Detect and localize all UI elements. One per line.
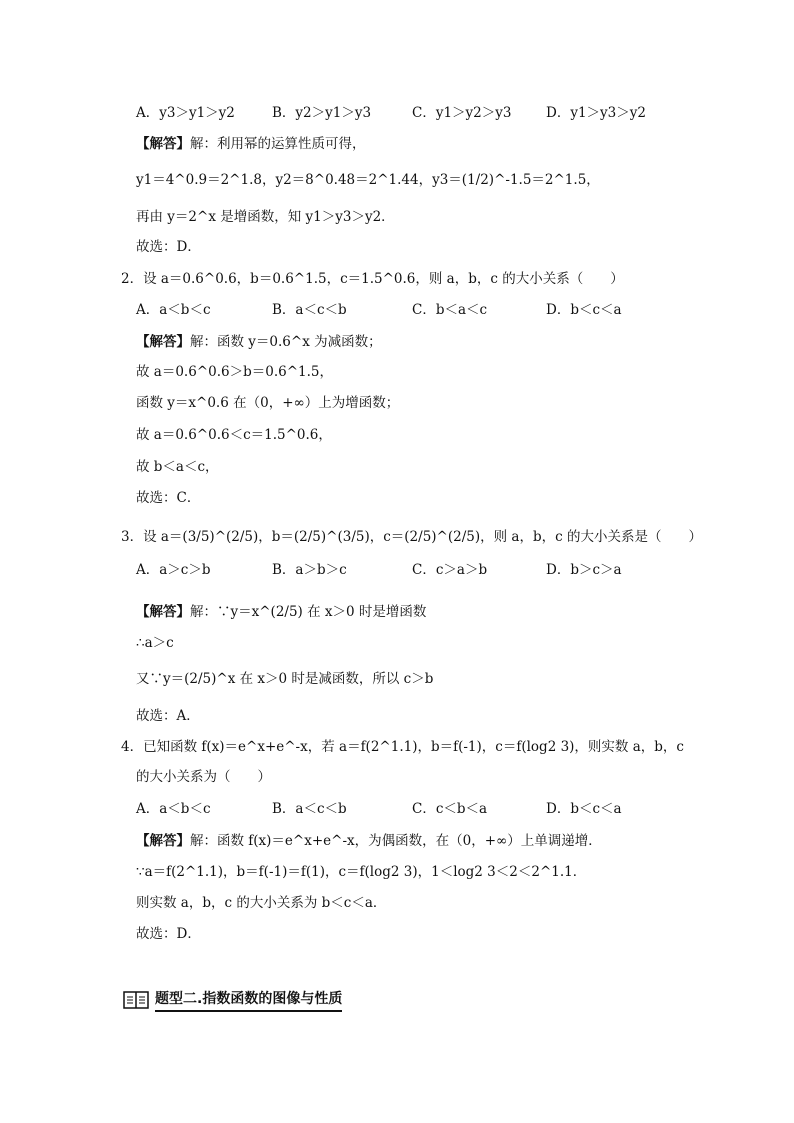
q3-stem: 3．设 a＝(3/5)^(2/5)，b＝(2/5)^(3/5)，c＝(2/5)^(2/5)，则 a，b，c 的大小关系是（ ） bbox=[121, 529, 702, 545]
q2-answer-line-3: 函数 y＝x^0.6 在（0，+∞）上为增函数； bbox=[136, 395, 400, 411]
q1-answer-line-3: 再由 y＝2^x 是增函数，知 y1＞y3＞y2． bbox=[136, 209, 395, 225]
q2-answer-line-1 bbox=[136, 332, 382, 352]
q3-answer-line-3: 又∵y＝(2/5)^x 在 x＞0 时是减函数，所以 c＞b bbox=[136, 671, 434, 687]
section-title: 题型二.指数函数的图像与性质 bbox=[155, 988, 342, 1012]
q2-option-d: D．b＜c＜a bbox=[546, 302, 622, 318]
q1-option-c: C．y1＞y2＞y3 bbox=[412, 105, 512, 121]
q2-answer-line-5: 故 b＜a＜c， bbox=[136, 459, 219, 475]
q3-option-d: D．b＞c＞a bbox=[546, 562, 622, 578]
section-header bbox=[123, 988, 342, 1012]
q2-option-a: A．a＜b＜c bbox=[136, 302, 211, 318]
q4-answer-line-1 bbox=[136, 831, 602, 851]
q3-option-a: A．a＞c＞b bbox=[136, 562, 211, 578]
q2-answer-tag: 【解答】 bbox=[136, 334, 190, 350]
q2-answer-line-2: 故 a＝0.6^0.6＞b＝0.6^1.5， bbox=[136, 364, 333, 380]
q4-option-c: C．c＜b＜a bbox=[412, 801, 488, 817]
q2-stem: 2．设 a＝0.6^0.6，b＝0.6^1.5，c＝1.5^0.6，则 a，b，c 的大小关系（ ） bbox=[121, 271, 624, 287]
q3-option-b: B．a＞b＞c bbox=[272, 562, 347, 578]
q4-stem-line-2: 的大小关系为（ ） bbox=[136, 769, 271, 785]
q1-answer-line-2: y1＝4^0.9＝2^1.8，y2＝8^0.48＝2^1.44，y3＝(1/2)^-1.5＝2^1.5， bbox=[136, 172, 600, 188]
q1-answer-tag: 【解答】 bbox=[136, 136, 190, 152]
q4-option-b: B．a＜c＜b bbox=[272, 801, 347, 817]
q4-option-d: D．b＜c＜a bbox=[546, 801, 622, 817]
q4-answer-line-4: 故选：D． bbox=[136, 926, 201, 942]
q2-option-b: B．a＜c＜b bbox=[272, 302, 347, 318]
q1-answer-line-1 bbox=[136, 134, 366, 154]
q3-answer-text: 解：∵y＝x^(2/5) 在 x＞0 时是增函数 bbox=[190, 604, 427, 620]
q4-answer-line-3: 则实数 a，b，c 的大小关系为 b＜c＜a． bbox=[136, 895, 387, 911]
q2-answer-text: 解：函数 y＝0.6^x 为减函数； bbox=[190, 334, 382, 350]
q2-answer-line-4: 故 a＝0.6^0.6＜c＝1.5^0.6， bbox=[136, 427, 332, 443]
q4-answer-text: 解：函数 f(x)＝e^x+e^-x，为偶函数，在（0，+∞）上单调递增． bbox=[190, 833, 602, 849]
q4-option-a: A．a＜b＜c bbox=[136, 801, 211, 817]
q1-answer-line-4: 故选：D． bbox=[136, 239, 201, 255]
q1-option-b: B．y2＞y1＞y3 bbox=[272, 105, 372, 121]
book-icon bbox=[123, 990, 149, 1010]
q3-answer-tag: 【解答】 bbox=[136, 604, 190, 620]
q3-answer-line-2: ∴a＞c bbox=[136, 635, 174, 651]
q4-stem-line-1: 4．已知函数 f(x)＝e^x+e^-x，若 a＝f(2^1.1)，b＝f(-1)，c＝f(log2 3)，则实数 a，b，c bbox=[121, 739, 684, 755]
q3-answer-line-4: 故选：A． bbox=[136, 708, 200, 724]
q1-answer-text: 解：利用幂的运算性质可得， bbox=[190, 136, 366, 152]
q3-answer-line-1 bbox=[136, 602, 426, 622]
q1-option-a: A．y3＞y1＞y2 bbox=[136, 105, 235, 121]
q4-answer-tag: 【解答】 bbox=[136, 833, 190, 849]
q2-option-c: C．b＜a＜c bbox=[412, 302, 488, 318]
q3-option-c: C．c＞a＞b bbox=[412, 562, 488, 578]
q4-answer-line-2: ∵a＝f(2^1.1)，b＝f(-1)＝f(1)，c＝f(log2 3)，1＜log2 3＜2＜2^1.1． bbox=[136, 864, 587, 880]
q1-option-d: D．y1＞y3＞y2 bbox=[546, 105, 646, 121]
q2-answer-line-6: 故选：C． bbox=[136, 490, 201, 506]
